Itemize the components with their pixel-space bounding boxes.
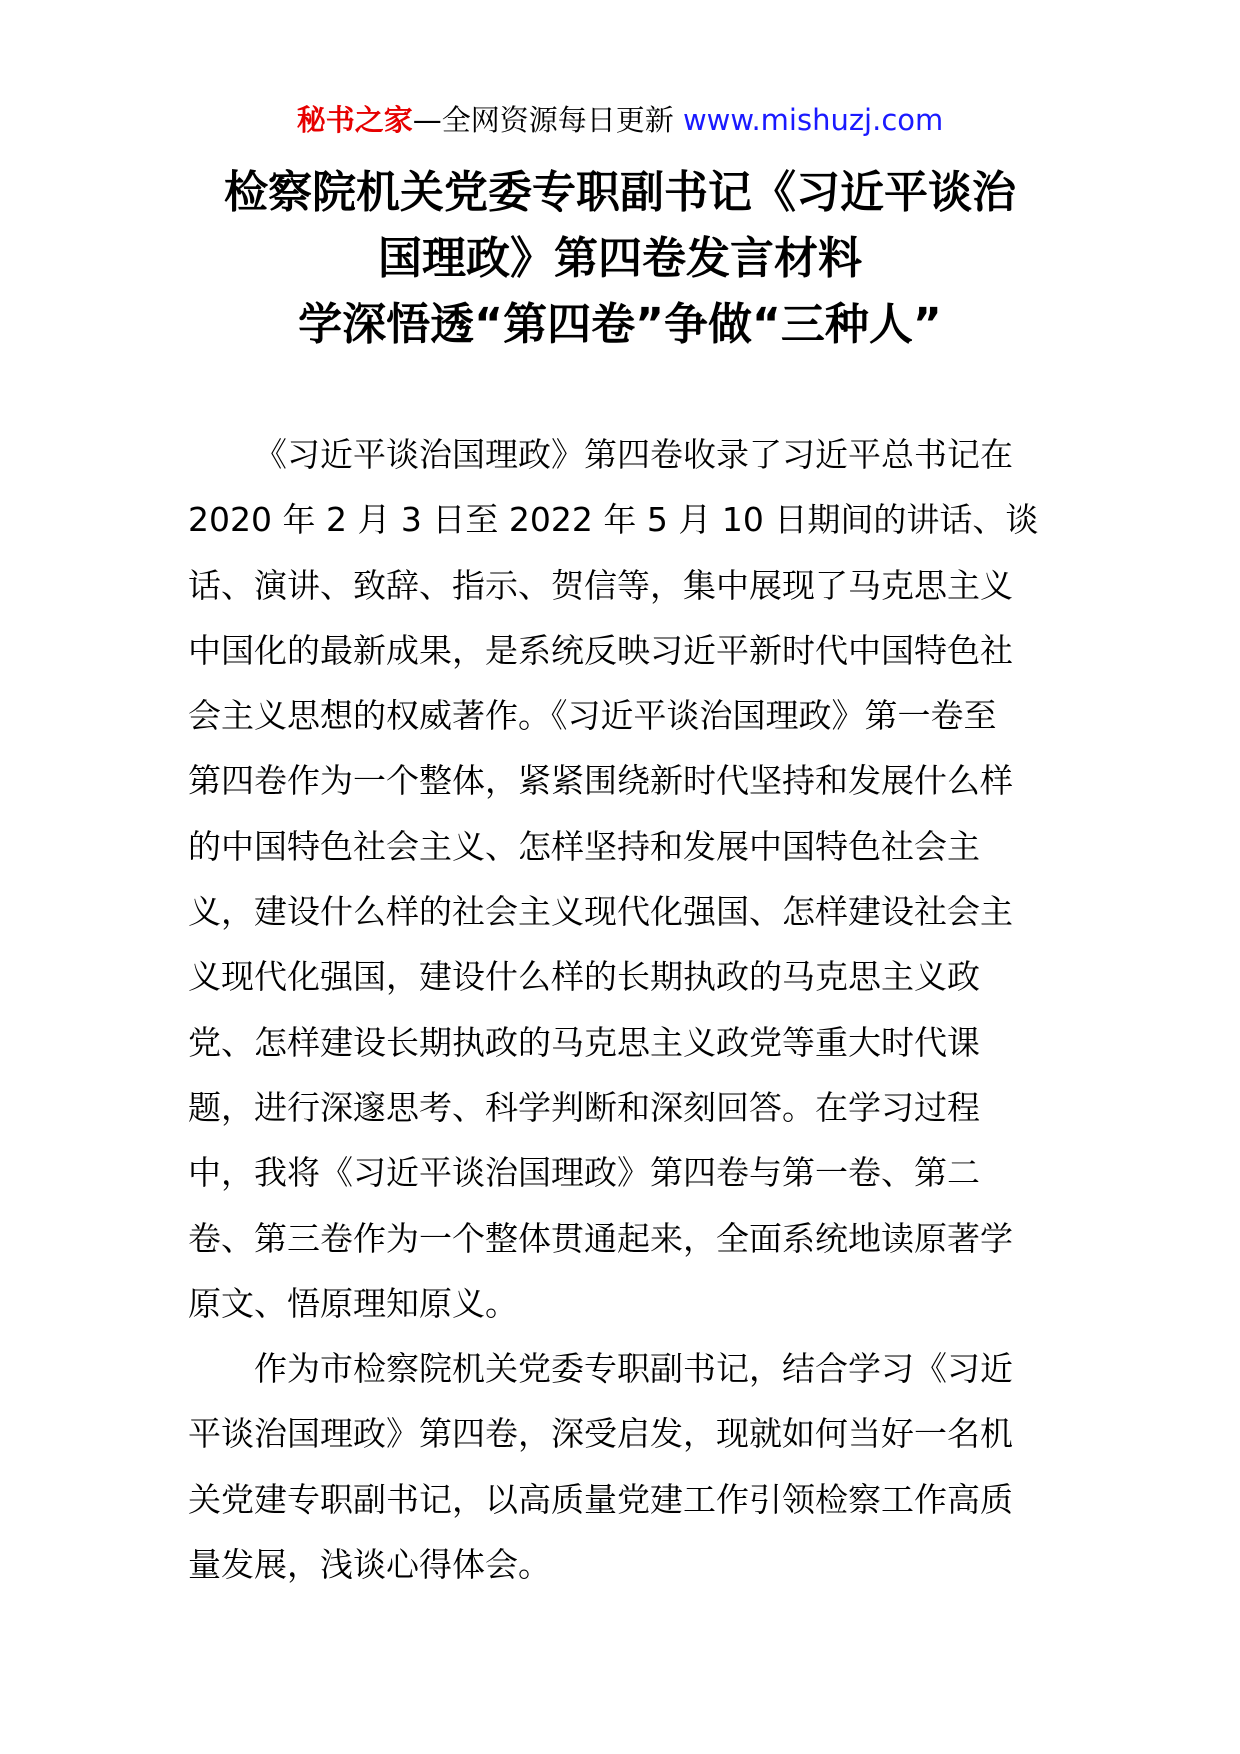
- body-line: 原文、悟原理知原义。: [188, 1283, 518, 1323]
- body-line: 关党建专职副书记，以高质量党建工作引领检察工作高质: [188, 1479, 1013, 1519]
- header-url-link[interactable]: www.mishuzj.com: [682, 103, 944, 137]
- body-line: 卷、第三卷作为一个整体贯通起来，全面系统地读原著学: [188, 1218, 1013, 1258]
- body-line: 量发展，浅谈心得体会。: [188, 1545, 551, 1585]
- body-line: 话、演讲、致辞、指示、贺信等，集中展现了马克思主义: [188, 565, 1013, 605]
- page-header: [0, 100, 1240, 140]
- body-line: 会主义思想的权威著作。《习近平谈治国理政》第一卷至: [188, 696, 997, 736]
- body-line: 中国化的最新成果，是系统反映习近平新时代中国特色社: [188, 630, 1013, 670]
- body-line: 义现代化强国，建设什么样的长期执政的马克思主义政: [188, 957, 980, 997]
- document-title: [0, 160, 1240, 358]
- body-line: 作为市检察院机关党委专职副书记，结合学习《习近: [254, 1349, 1013, 1389]
- body-line: 的中国特色社会主义、怎样坚持和发展中国特色社会主: [188, 826, 980, 866]
- title-line: 国理政》第四卷发言材料: [378, 233, 862, 284]
- body-line: 2020 年 2 月 3 日至 2022 年 5 月 10 日期间的讲话、谈: [188, 500, 1039, 540]
- body-paragraph-1: [188, 422, 1056, 1336]
- body-line: 党、怎样建设长期执政的马克思主义政党等重大时代课: [188, 1022, 980, 1062]
- document-body: [188, 422, 1056, 1597]
- body-line: 《习近平谈治国理政》第四卷收录了习近平总书记在: [254, 435, 1013, 474]
- body-line: 义，建设什么样的社会主义现代化强国、怎样建设社会主: [188, 892, 1013, 932]
- body-line: 平谈治国理政》第四卷，深受启发，现就如何当好一名机: [188, 1414, 1013, 1454]
- body-paragraph-2: [188, 1336, 1056, 1597]
- title-line: 学深悟透“第四卷”争做“三种人”: [298, 299, 942, 350]
- title-line: 检察院机关党委专职副书记《习近平谈治: [224, 167, 1016, 218]
- body-line: 题，进行深邃思考、科学判断和深刻回答。在学习过程: [188, 1087, 980, 1127]
- body-line: 第四卷作为一个整体，紧紧围绕新时代坚持和发展什么样: [188, 761, 1013, 801]
- body-line: 中，我将《习近平谈治国理政》第四卷与第一卷、第二: [188, 1153, 980, 1193]
- header-slogan: —全网资源每日更新: [412, 103, 674, 137]
- header-brand: 秘书之家: [296, 103, 413, 137]
